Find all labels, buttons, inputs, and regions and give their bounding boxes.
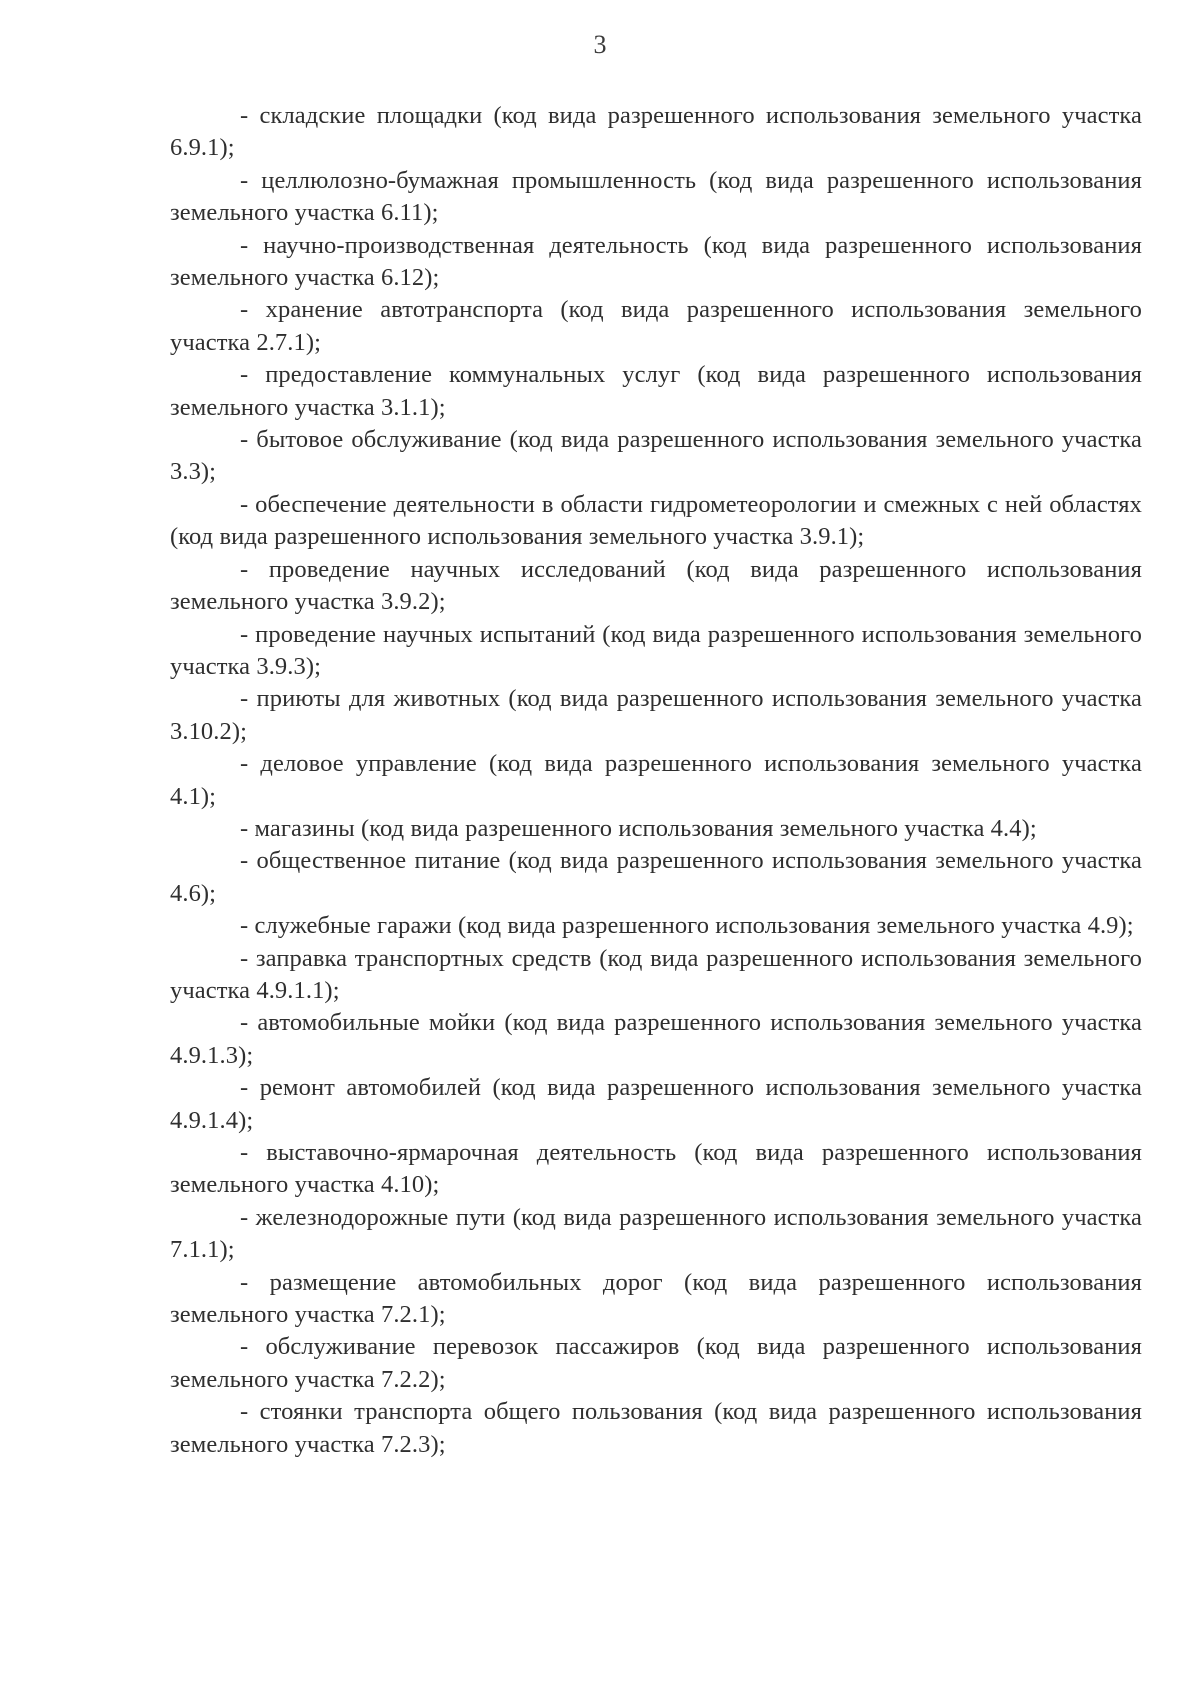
list-item: - хранение автотранспорта (код вида разрешенного использования земельного участка 2.7.1); bbox=[170, 296, 1142, 356]
list-item: - обслуживание перевозок пассажиров (код вида разрешенного использования земельного участка 7.2.2); bbox=[170, 1333, 1142, 1393]
list-item: - служебные гаражи (код вида разрешенного использования земельного участка 4.9); bbox=[240, 912, 1134, 940]
list-item: - обеспечение деятельности в области гидрометеорологии и смежных с ней областях (код вида разрешенного использования земельного участка 3.9.1); bbox=[170, 490, 1142, 551]
list-item: - складские площадки (код вида разрешенного использования земельного участка 6.9.1); bbox=[170, 102, 1142, 162]
list-item: - научно-производственная деятельность (код вида разрешенного использования земельного участка 6.12); bbox=[170, 231, 1142, 292]
list-item: - предоставление коммунальных услуг (код вида разрешенного использования земельного участка 3.1.1); bbox=[170, 361, 1142, 421]
permitted-use-list bbox=[170, 100, 1142, 1461]
list-item: - проведение научных испытаний (код вида разрешенного использования земельного участка 3.9.3); bbox=[170, 620, 1142, 680]
list-item: - проведение научных исследований (код вида разрешенного использования земельного участка 3.9.2); bbox=[170, 555, 1142, 616]
list-item: - размещение автомобильных дорог (код вида разрешенного использования земельного участка 7.2.1); bbox=[170, 1268, 1142, 1329]
list-item: - приюты для животных (код вида разрешенного использования земельного участка 3.10.2); bbox=[170, 685, 1142, 745]
list-item: - общественное питание (код вида разрешенного использования земельного участка 4.6); bbox=[170, 847, 1142, 907]
list-item: - ремонт автомобилей (код вида разрешенного использования земельного участка 4.9.1.4); bbox=[170, 1074, 1142, 1134]
list-item: - стоянки транспорта общего пользования (код вида разрешенного использования земельного участка 7.2.3); bbox=[170, 1398, 1142, 1458]
list-item: - заправка транспортных средств (код вида разрешенного использования земельного участка 4.9.1.1); bbox=[170, 944, 1142, 1004]
page-number: 3 bbox=[593, 30, 607, 59]
list-item: - автомобильные мойки (код вида разрешенного использования земельного участка 4.9.1.3); bbox=[170, 1009, 1142, 1069]
list-item: - бытовое обслуживание (код вида разрешенного использования земельного участка 3.3); bbox=[170, 426, 1142, 486]
list-item: - железнодорожные пути (код вида разрешенного использования земельного участка 7.1.1); bbox=[170, 1203, 1142, 1264]
list-item: - выставочно-ярмарочная деятельность (код вида разрешенного использования земельного участка 4.10); bbox=[170, 1139, 1142, 1199]
list-item: - деловое управление (код вида разрешенного использования земельного участка 4.1); bbox=[170, 750, 1142, 810]
list-item: - целлюлозно-бумажная промышленность (код вида разрешенного использования земельного участка 6.11); bbox=[170, 166, 1142, 227]
list-item: - магазины (код вида разрешенного использования земельного участка 4.4); bbox=[240, 814, 1037, 842]
